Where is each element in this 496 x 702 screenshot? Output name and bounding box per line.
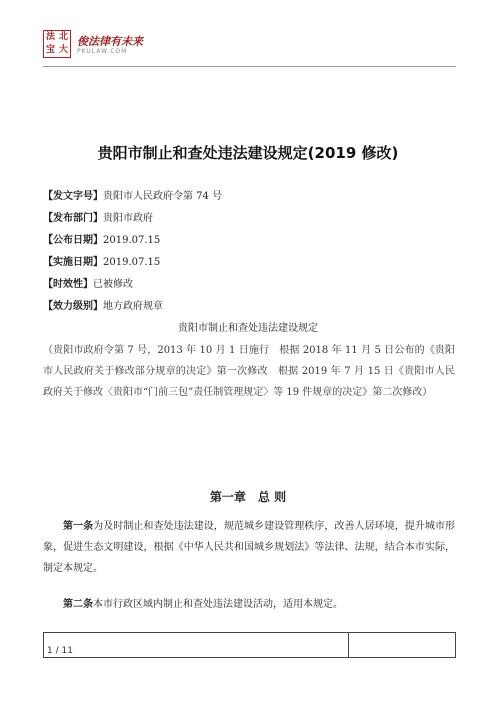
- meta-label: 【发布部门】: [43, 213, 103, 224]
- header-divider: [43, 66, 456, 67]
- logo-url: PKULAW.COM: [77, 48, 128, 55]
- footer-page-cell: [44, 633, 349, 657]
- meta-label: 【时效性】: [43, 279, 93, 290]
- meta-value: 贵阳市政府: [103, 213, 153, 224]
- revision-note: （贵阳市政府令第 7 号，2013 年 10 月 1 日施行 根据 2018 年 11 月 5 日公布的《贵阳市人民政府关于修改部分规章的决定》第一次修改 根据 2019 年 7 月 15 日《贵阳市人民政府关于修改〈贵阳市“门前三包”责任制管理规定〉等 19 件规章的决定》第二次修改）: [43, 345, 455, 398]
- meta-value: 2019.07.15: [103, 235, 161, 246]
- logo-seal: [43, 30, 71, 58]
- article-2: [43, 594, 455, 615]
- page-number: 1 / 11: [47, 646, 73, 656]
- meta-label: 【实施日期】: [43, 257, 103, 268]
- document-subtitle: 贵阳市制止和查处违法建设规定: [178, 323, 318, 334]
- meta-value: 地方政府规章: [103, 301, 163, 312]
- meta-doc-number: [43, 187, 222, 202]
- meta-department: [43, 209, 153, 224]
- meta-label: 【效力级别】: [43, 301, 103, 312]
- meta-value: 已被修改: [93, 279, 133, 290]
- seal-char: 宝: [45, 45, 55, 55]
- meta-value: 贵阳市人民政府令第 74 号: [103, 191, 223, 202]
- chapter-heading: 第一章 总 则: [209, 490, 287, 504]
- meta-label: 【公布日期】: [43, 235, 103, 246]
- meta-value: 2019.07.15: [103, 257, 161, 268]
- meta-level: [43, 297, 163, 312]
- footer-empty-cell: [349, 633, 455, 657]
- seal-char: 北: [58, 32, 68, 42]
- pkulaw-logo: [43, 30, 153, 64]
- article-number: 第一条: [63, 521, 94, 532]
- page-footer: [43, 632, 456, 658]
- meta-publish-date: [43, 231, 160, 246]
- meta-validity: [43, 275, 133, 290]
- seal-char: 大: [58, 45, 68, 55]
- article-1: [43, 516, 455, 579]
- document-title: 贵阳市制止和查处违法建设规定(2019 修改): [97, 144, 399, 162]
- meta-label: 【发文字号】: [43, 191, 103, 202]
- article-text: 本市行政区域内制止和查处违法建设活动，适用本规定。: [93, 599, 343, 610]
- seal-char: 法: [45, 32, 55, 42]
- logo-title: 俊法律有未来: [77, 35, 143, 48]
- article-text: 为及时制止和查处违法建设，规范城乡建设管理秩序，改善人居环境，提升城市形象，促进生态文明建设，根据《中华人民共和国城乡规划法》等法律、法规，结合本市实际，制定本规定。: [43, 521, 456, 574]
- article-number: 第二条: [63, 599, 93, 610]
- meta-effective-date: [43, 253, 160, 268]
